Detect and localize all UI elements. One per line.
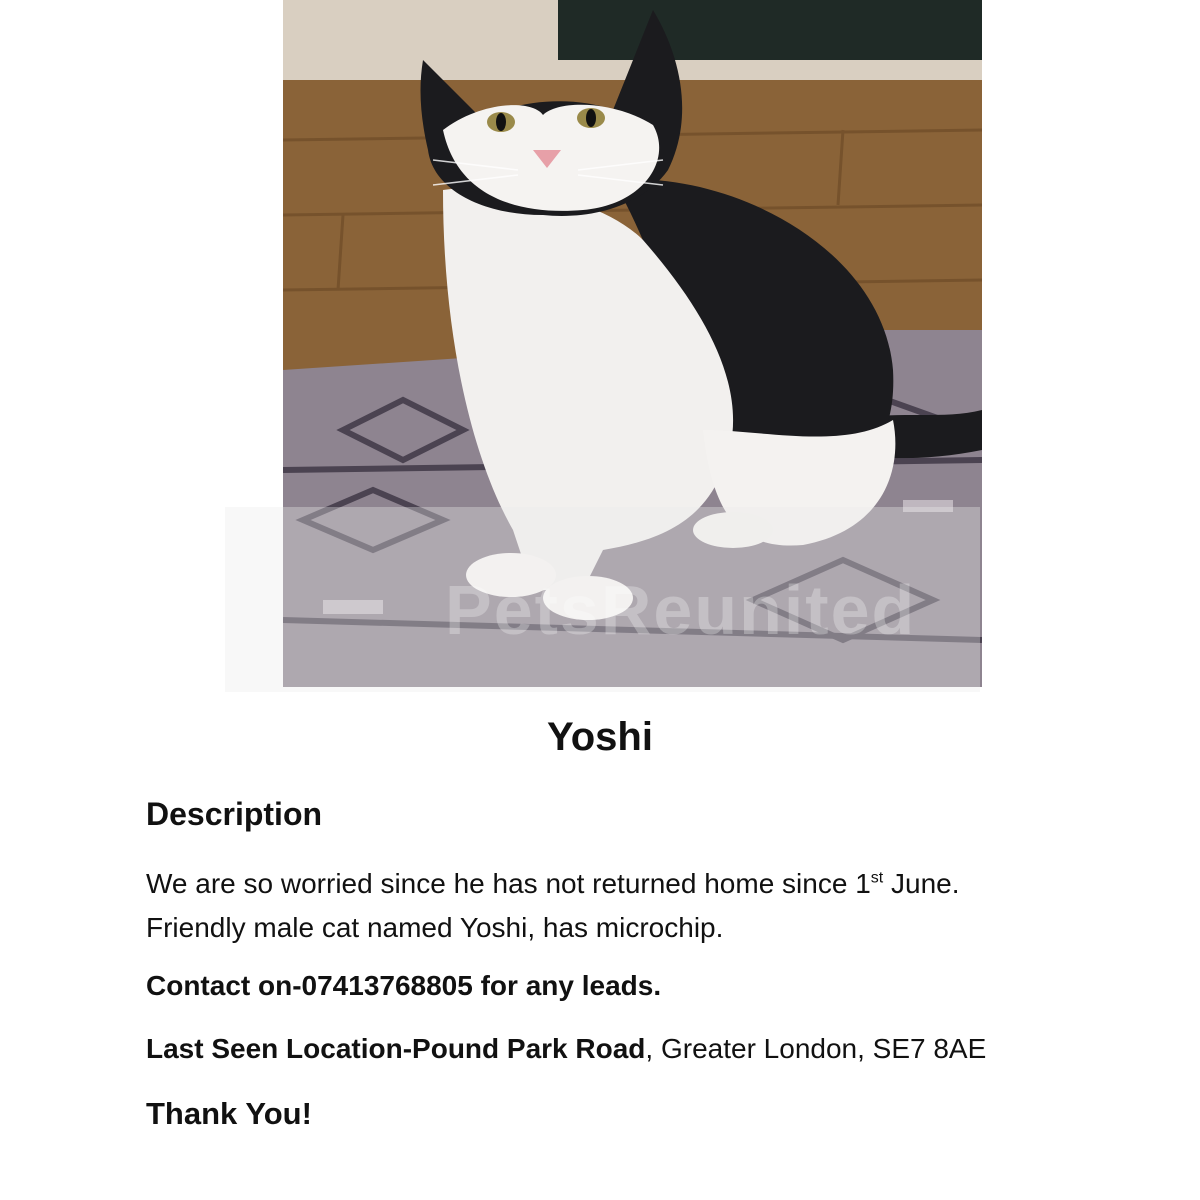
description-text bbox=[146, 862, 1106, 950]
cat-photo bbox=[283, 0, 982, 687]
description-heading: Description bbox=[146, 796, 323, 832]
closing-thanks: Thank You! bbox=[146, 1096, 312, 1131]
description-line2: Friendly male cat named Yoshi, has microchip. bbox=[146, 912, 724, 943]
contact-info: Contact on-07413768805 for any leads. bbox=[146, 970, 662, 1001]
location-area: , Greater London, SE7 8AE bbox=[645, 1033, 987, 1064]
description-line1-end: June. bbox=[883, 868, 960, 899]
date-ordinal-suffix: st bbox=[870, 869, 884, 887]
location-label: Last Seen Location-Pound Park Road bbox=[146, 1033, 646, 1064]
cat-photo-illustration bbox=[283, 0, 982, 687]
description-line1-start: We are so worried since he has not returned home since 1 bbox=[146, 868, 871, 899]
watermark-logo: PetsReunited bbox=[445, 571, 917, 649]
last-seen-location bbox=[146, 1033, 986, 1065]
pet-name: Yoshi bbox=[547, 715, 653, 759]
